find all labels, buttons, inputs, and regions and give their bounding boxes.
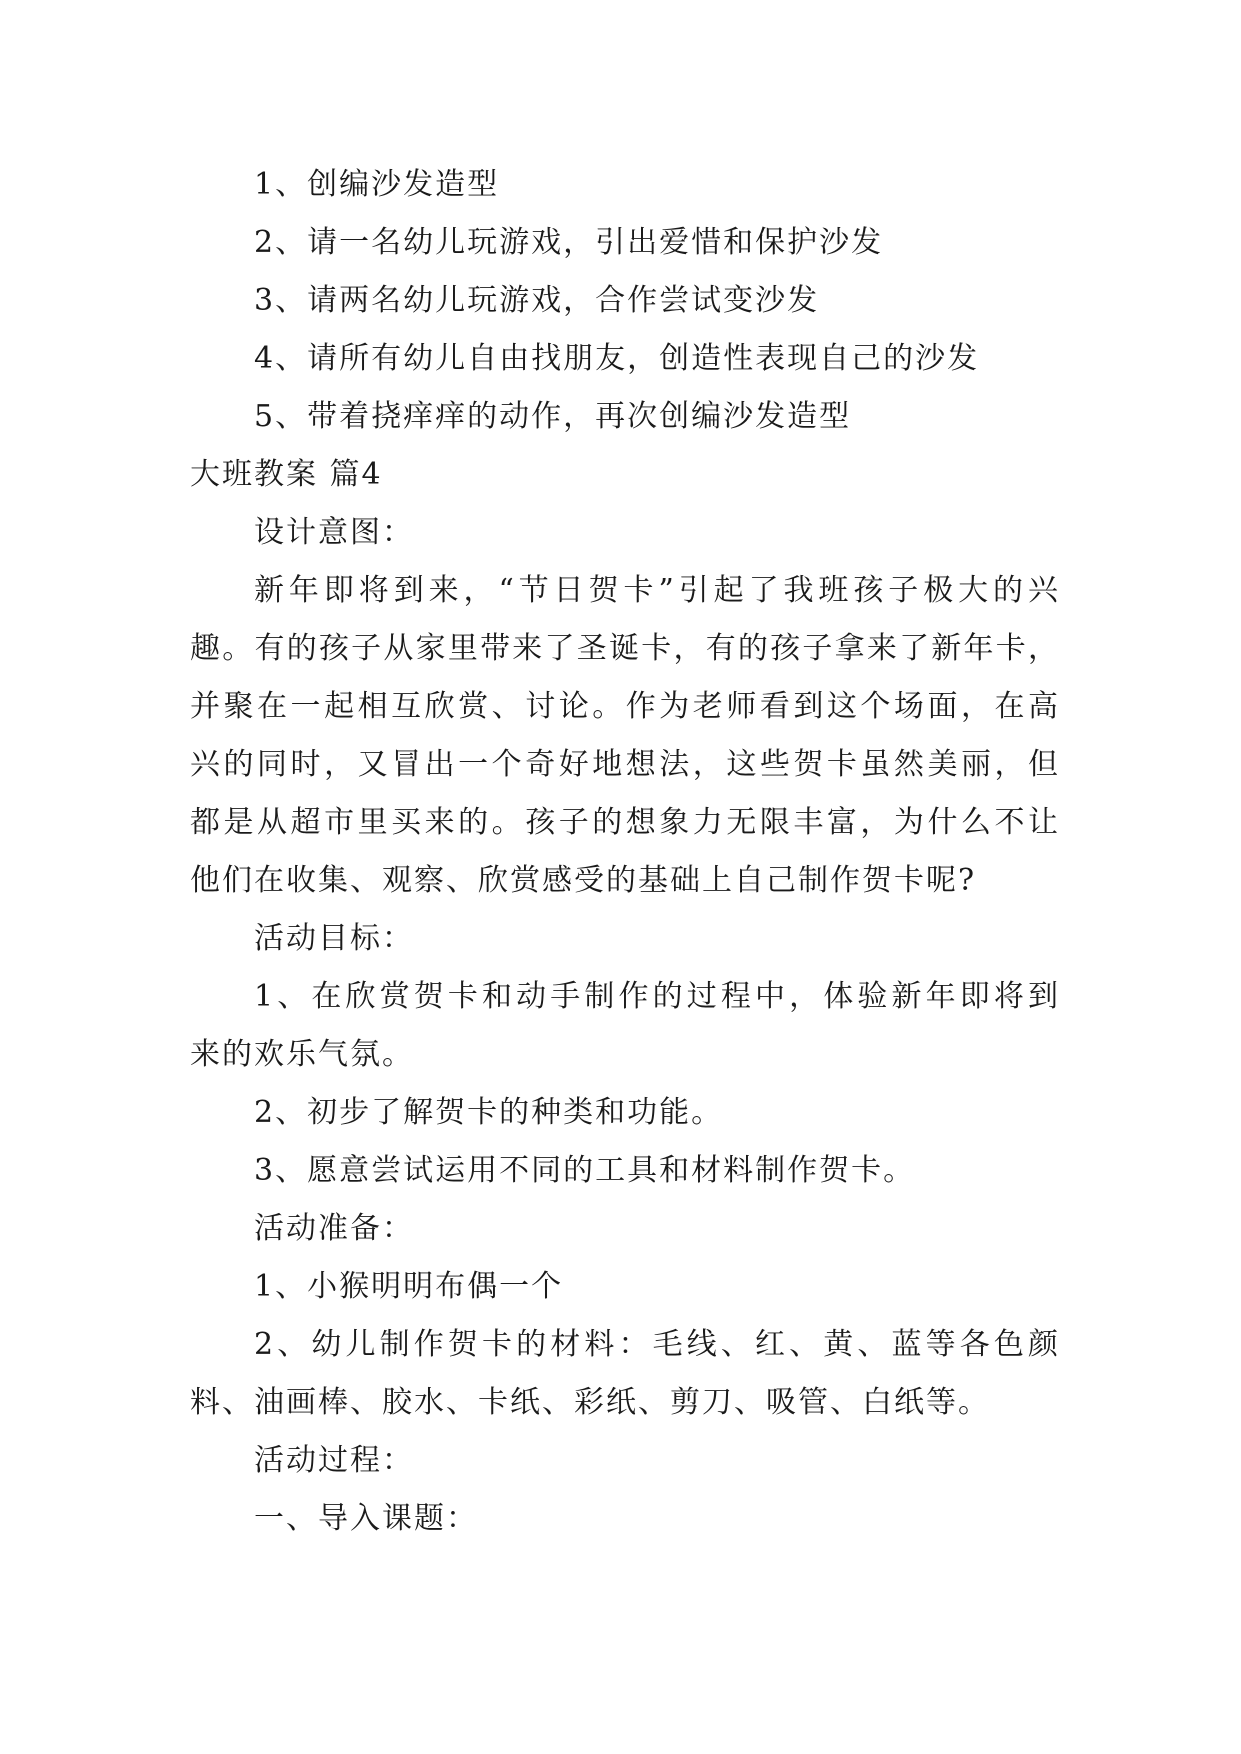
list-item: 2、请一名幼儿玩游戏，引出爱惜和保护沙发 [254, 225, 884, 260]
list-item: 1、创编沙发造型 [254, 167, 500, 202]
paragraph-line: 并聚在一起相互欣赏、讨论。作为老师看到这个场面，在高 [190, 689, 1058, 724]
document-body [190, 156, 1058, 1548]
subheading-design-intent: 设计意图： [254, 515, 414, 550]
list-item: 3、请两名幼儿玩游戏，合作尝试变沙发 [254, 283, 820, 318]
list-item: 5、带着挠痒痒的动作，再次创编沙发造型 [254, 399, 852, 434]
subheading-activity-goals: 活动目标： [254, 921, 414, 956]
list-item: 2、初步了解贺卡的种类和功能。 [254, 1095, 724, 1130]
list-item-continuation: 来的欢乐气氛。 [190, 1037, 414, 1072]
list-item: 1、小猴明明布偶一个 [254, 1269, 564, 1304]
list-item: 4、请所有幼儿自由找朋友，创造性表现自己的沙发 [254, 341, 980, 376]
paragraph-line: 兴的同时，又冒出一个奇好地想法，这些贺卡虽然美丽，但 [190, 747, 1058, 782]
list-item: 2、幼儿制作贺卡的材料：毛线、红、黄、蓝等各色颜 [254, 1327, 1058, 1362]
subheading-activity-process: 活动过程： [254, 1443, 414, 1478]
paragraph-line: 都是从超市里买来的。孩子的想象力无限丰富，为什么不让 [190, 805, 1058, 840]
list-item-continuation: 料、油画棒、胶水、卡纸、彩纸、剪刀、吸管、白纸等。 [190, 1385, 990, 1420]
list-item: 1、在欣赏贺卡和动手制作的过程中，体验新年即将到 [254, 979, 1058, 1014]
subheading-activity-preparation: 活动准备： [254, 1211, 414, 1246]
paragraph-line: 新年即将到来，“节日贺卡”引起了我班孩子极大的兴 [254, 573, 1058, 608]
list-item: 3、愿意尝试运用不同的工具和材料制作贺卡。 [254, 1153, 916, 1188]
section-heading: 大班教案 篇4 [190, 457, 383, 492]
subheading-introduction: 一、导入课题： [254, 1501, 478, 1536]
paragraph-line: 他们在收集、观察、欣赏感受的基础上自己制作贺卡呢? [190, 863, 977, 898]
paragraph-line: 趣。有的孩子从家里带来了圣诞卡，有的孩子拿来了新年卡， [190, 631, 1058, 666]
